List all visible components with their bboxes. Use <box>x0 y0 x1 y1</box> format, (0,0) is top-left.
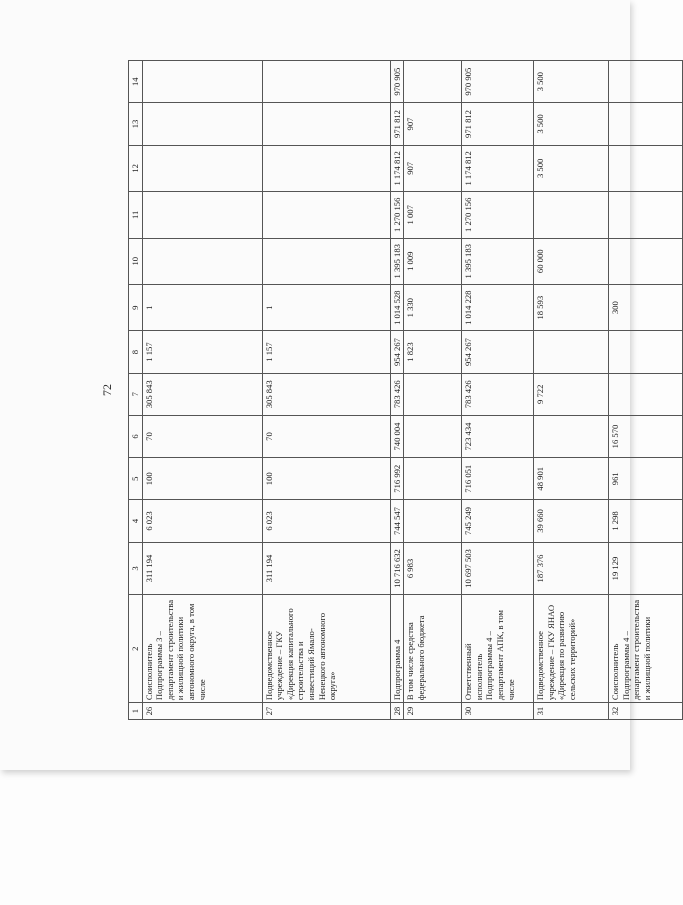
value-cell <box>390 61 404 103</box>
value-cell <box>390 500 404 542</box>
value-cell <box>262 145 390 191</box>
cell-value: 1 009 <box>405 251 416 271</box>
column-header: 9 <box>129 284 143 330</box>
value-cell <box>462 103 534 145</box>
value-cell <box>262 192 390 238</box>
cell-value: 16 570 <box>610 424 621 449</box>
cell-value: 19 129 <box>610 556 621 581</box>
value-cell <box>609 500 683 542</box>
table-row <box>404 61 462 720</box>
value-cell <box>462 458 534 500</box>
column-header: 7 <box>129 373 143 415</box>
value-cell <box>404 415 462 457</box>
value-cell <box>609 192 683 238</box>
value-cell <box>462 61 534 103</box>
value-cell <box>390 415 404 457</box>
cell-value: 907 <box>405 117 416 131</box>
cell-value: 716 051 <box>463 464 474 493</box>
row-number: 27 <box>262 703 390 720</box>
value-cell <box>534 500 609 542</box>
value-cell <box>609 542 683 595</box>
value-cell <box>142 458 262 500</box>
value-cell <box>390 542 404 595</box>
value-cell <box>262 284 390 330</box>
cell-value: 1 157 <box>263 342 274 362</box>
cell-value: 100 <box>143 472 154 486</box>
cell-value: 3 500 <box>535 114 546 134</box>
value-cell <box>262 331 390 373</box>
value-cell <box>609 415 683 457</box>
column-header: 3 <box>129 542 143 595</box>
value-cell <box>262 542 390 595</box>
row-number: 28 <box>390 703 404 720</box>
value-cell <box>142 192 262 238</box>
table-row <box>534 61 609 720</box>
table-row <box>142 61 262 720</box>
value-cell <box>534 192 609 238</box>
table-row <box>390 61 404 720</box>
value-cell <box>609 331 683 373</box>
cell-value: 723 434 <box>463 422 474 451</box>
value-cell <box>390 331 404 373</box>
row-description: Ответственный исполнитель Подпрограммы 4 – департамент АПК, в том числе <box>462 595 534 703</box>
value-cell <box>534 542 609 595</box>
cell-value: 783 426 <box>463 380 474 409</box>
column-header: 4 <box>129 500 143 542</box>
value-cell <box>534 61 609 103</box>
value-cell <box>609 103 683 145</box>
value-cell <box>404 284 462 330</box>
cell-value: 970 905 <box>463 67 474 96</box>
value-cell <box>534 331 609 373</box>
cell-value: 1 <box>263 305 274 310</box>
row-number: 29 <box>404 703 462 720</box>
value-cell <box>404 238 462 284</box>
cell-value: 1 270 156 <box>391 197 402 232</box>
value-cell <box>142 500 262 542</box>
cell-value: 1 014 528 <box>391 290 402 325</box>
value-cell <box>142 61 262 103</box>
value-cell <box>462 415 534 457</box>
value-cell <box>142 145 262 191</box>
value-cell <box>609 238 683 284</box>
value-cell <box>609 373 683 415</box>
cell-value: 954 267 <box>463 338 474 367</box>
cell-value: 970 905 <box>391 67 402 96</box>
column-header: 2 <box>129 595 143 703</box>
value-cell <box>262 103 390 145</box>
cell-value: 70 <box>143 432 154 441</box>
row-number: 32 <box>609 703 683 720</box>
cell-value: 300 <box>610 301 621 315</box>
row-number: 31 <box>534 703 609 720</box>
cell-value: 1 298 <box>610 511 621 531</box>
rotated-content <box>100 60 652 720</box>
cell-value: 1 395 183 <box>391 244 402 279</box>
cell-value: 961 <box>610 472 621 486</box>
value-cell <box>609 61 683 103</box>
cell-value: 311 194 <box>143 554 154 583</box>
value-cell <box>404 500 462 542</box>
budget-table <box>128 60 683 720</box>
table-body <box>142 61 683 720</box>
value-cell <box>390 192 404 238</box>
cell-value: 907 <box>405 161 416 175</box>
value-cell <box>142 331 262 373</box>
value-cell <box>390 284 404 330</box>
row-description: Соисполнитель Подпрограммы 4 – департамент строительства и жилищной политики <box>609 595 683 703</box>
cell-value: 1 007 <box>405 205 416 225</box>
row-description: Соисполнитель Подпрограммы 3 – департамент строительства и жилищной политики автономного округа, в том числе <box>142 595 262 703</box>
value-cell <box>404 331 462 373</box>
cell-value: 6 023 <box>143 511 154 531</box>
cell-value: 6 983 <box>405 558 416 579</box>
cell-value: 954 267 <box>391 338 402 367</box>
cell-value: 9 722 <box>535 384 546 404</box>
value-cell <box>404 373 462 415</box>
column-header: 13 <box>129 103 143 145</box>
row-description: Подведомственное учреждение – ГКУ ЯНАО «Дирекция по развитию сельских территорий» <box>534 595 609 703</box>
cell-value: 716 992 <box>391 464 402 493</box>
column-header: 12 <box>129 145 143 191</box>
column-header: 14 <box>129 61 143 103</box>
cell-value: 18 593 <box>535 295 546 320</box>
value-cell <box>534 103 609 145</box>
table-row <box>462 61 534 720</box>
cell-value: 740 004 <box>391 422 402 451</box>
cell-value: 70 <box>263 432 274 441</box>
value-cell <box>404 542 462 595</box>
table-header-row <box>129 61 143 720</box>
cell-value: 971 812 <box>391 110 402 138</box>
cell-value: 1 <box>143 305 154 310</box>
value-cell <box>262 415 390 457</box>
row-description: В том числе средства федерального бюджета <box>404 595 462 703</box>
cell-value: 783 426 <box>391 380 402 409</box>
value-cell <box>534 458 609 500</box>
value-cell <box>404 458 462 500</box>
value-cell <box>262 373 390 415</box>
value-cell <box>142 238 262 284</box>
cell-value: 305 843 <box>143 380 154 409</box>
value-cell <box>390 373 404 415</box>
value-cell <box>534 415 609 457</box>
value-cell <box>462 500 534 542</box>
value-cell <box>404 192 462 238</box>
value-cell <box>404 103 462 145</box>
cell-value: 1 270 156 <box>463 197 474 232</box>
page-number: 72 <box>100 384 114 396</box>
cell-value: 744 547 <box>391 507 402 535</box>
column-header: 11 <box>129 192 143 238</box>
cell-value: 187 376 <box>535 554 546 583</box>
column-header: 8 <box>129 331 143 373</box>
value-cell <box>462 145 534 191</box>
value-cell <box>462 542 534 595</box>
cell-value: 3 500 <box>535 72 546 92</box>
value-cell <box>404 145 462 191</box>
value-cell <box>142 103 262 145</box>
value-cell <box>534 373 609 415</box>
cell-value: 1 823 <box>405 342 416 362</box>
cell-value: 1 174 812 <box>391 151 402 186</box>
column-header: 10 <box>129 238 143 284</box>
value-cell <box>390 458 404 500</box>
value-cell <box>390 145 404 191</box>
value-cell <box>262 238 390 284</box>
table-row <box>262 61 390 720</box>
table-row <box>609 61 683 720</box>
value-cell <box>609 284 683 330</box>
row-description: Подведомственное учреждение – ГКУ «Дирекция капитального строительства и инвестиций Ямало-Ненецкого автономного округа» <box>262 595 390 703</box>
cell-value: 100 <box>263 472 274 486</box>
row-description: Подпрограмма 4 <box>390 595 404 703</box>
value-cell <box>390 103 404 145</box>
value-cell <box>262 61 390 103</box>
value-cell <box>142 415 262 457</box>
cell-value: 1 395 183 <box>463 244 474 279</box>
cell-value: 745 249 <box>463 507 474 535</box>
value-cell <box>609 458 683 500</box>
cell-value: 1 157 <box>143 342 154 362</box>
value-cell <box>262 500 390 542</box>
cell-value: 60 000 <box>535 249 546 274</box>
cell-value: 39 660 <box>535 509 546 533</box>
cell-value: 3 500 <box>535 158 546 179</box>
cell-value: 1 014 228 <box>463 290 474 325</box>
cell-value: 1 174 812 <box>463 151 474 186</box>
cell-value: 305 843 <box>263 380 274 409</box>
value-cell <box>462 284 534 330</box>
column-header: 6 <box>129 415 143 457</box>
value-cell <box>262 458 390 500</box>
value-cell <box>142 373 262 415</box>
value-cell <box>404 61 462 103</box>
value-cell <box>462 373 534 415</box>
column-header: 1 <box>129 703 143 720</box>
cell-value: 10 697 503 <box>463 549 474 588</box>
cell-value: 6 023 <box>263 511 274 531</box>
value-cell <box>142 542 262 595</box>
value-cell <box>142 284 262 330</box>
value-cell <box>609 145 683 191</box>
row-number: 30 <box>462 703 534 720</box>
cell-value: 10 716 632 <box>391 549 402 588</box>
cell-value: 48 901 <box>535 466 546 491</box>
value-cell <box>534 145 609 191</box>
value-cell <box>462 192 534 238</box>
value-cell <box>534 284 609 330</box>
cell-value: 1 330 <box>405 298 416 318</box>
cell-value: 971 812 <box>463 110 474 138</box>
value-cell <box>462 331 534 373</box>
value-cell <box>462 238 534 284</box>
row-number: 26 <box>142 703 262 720</box>
value-cell <box>390 238 404 284</box>
column-header: 5 <box>129 458 143 500</box>
value-cell <box>534 238 609 284</box>
cell-value: 311 194 <box>263 554 274 583</box>
